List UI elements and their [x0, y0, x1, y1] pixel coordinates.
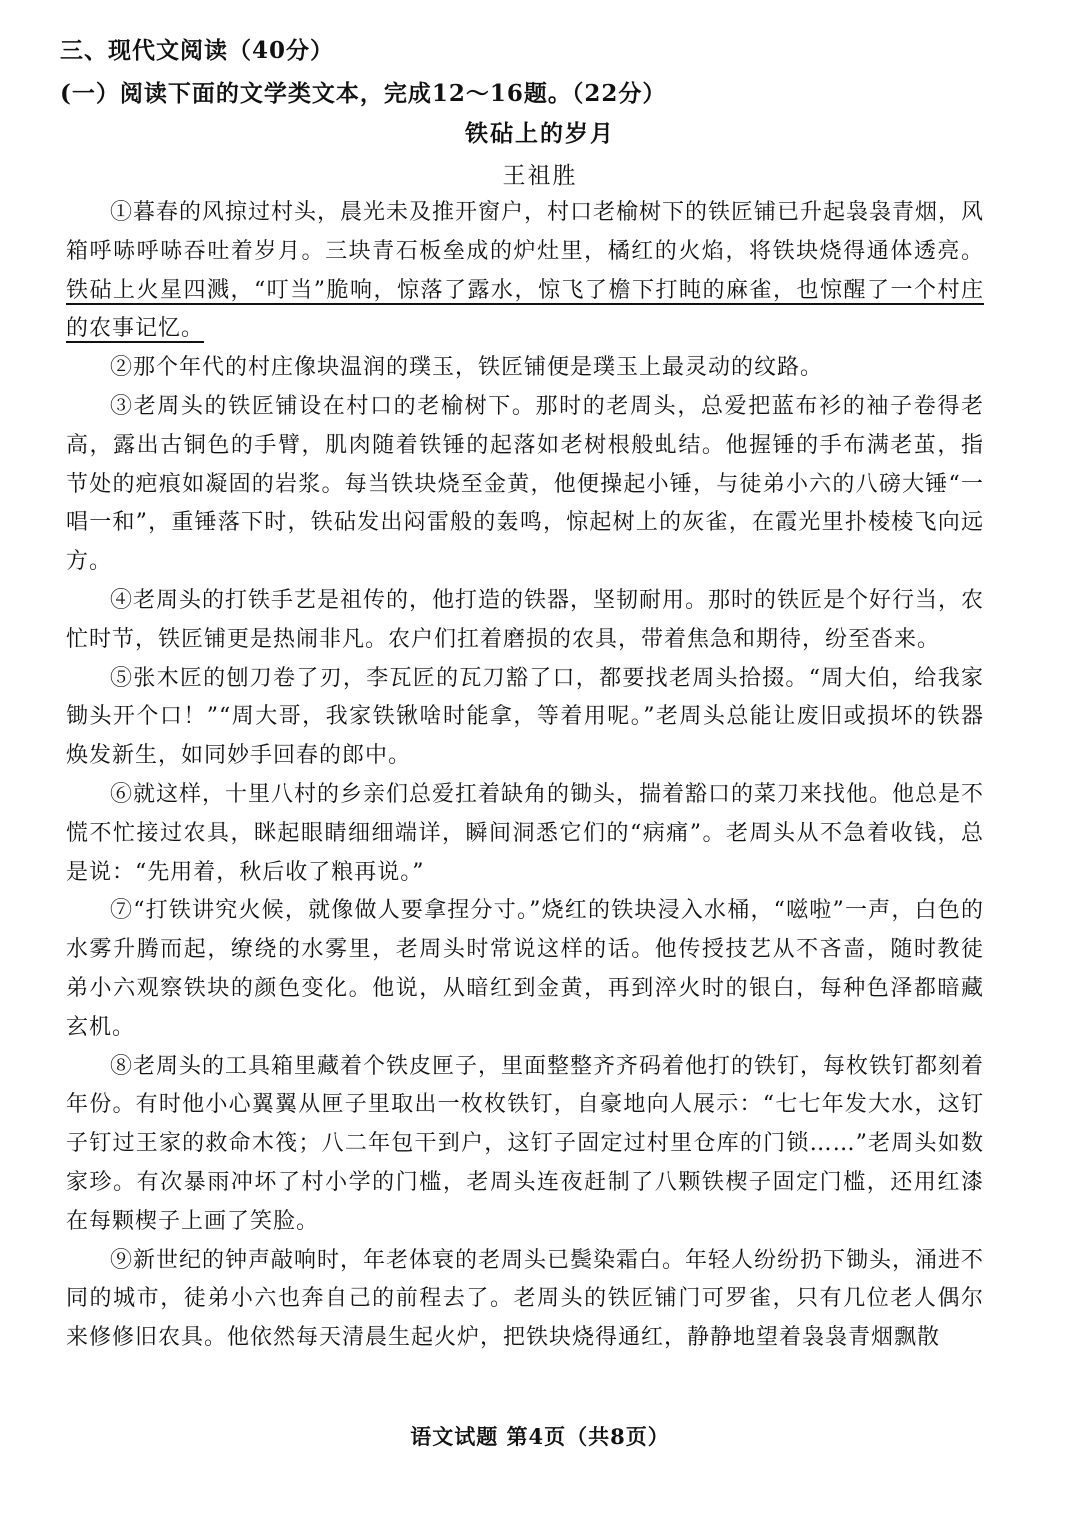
underlined-sentence: 铁砧上火星四溅，“叮当”脆响，惊落了露水，惊飞了檐下打盹的麻雀，也惊醒了一个村庄的农事记忆。 [66, 277, 984, 342]
paragraph-2: ②那个年代的村庄像块温润的璞玉，铁匠铺便是璞玉上最灵动的纹路。 [110, 355, 824, 381]
paragraph-4: ④老周头的打铁手艺是祖传的，他打造的铁器，坚韧耐用。那时的铁匠是个好行当，农忙时节，铁匠铺更是热闹非凡。农户们扛着磨损的农具，带着焦急和期待，纷至沓来。 [66, 587, 985, 652]
article-title: 铁砧上的岁月 [465, 120, 615, 147]
subsection-heading: (一）阅读下面的文学类文本，完成12～16题。（22分） [60, 80, 667, 107]
page-footer: 语文试题 第4页（共8页） [410, 1424, 670, 1449]
article-body [66, 194, 984, 1358]
paragraph-6: ⑥就这样，十里八村的乡亲们总爱扛着缺角的锄头，揣着豁口的菜刀来找他。他总是不慌不忙接过农具，眯起眼睛细细端详，瞬间洞悉它们的“病痛”。老周头从不急着收钱，总是说：“先用着，秋后收了粮再说。” [66, 781, 985, 885]
paragraph-7: ⑦“打铁讲究火候，就像做人要拿捏分寸。”烧红的铁块浸入水桶，“嗞啦”一声，白色的水雾升腾而起，缭绕的水雾里，老周头时常说这样的话。他传授技艺从不吝啬，随时教徒弟小六观察铁块的颜色变化。他说，从暗红到金黄，再到淬火时的银白，每种色泽都暗藏玄机。 [66, 898, 984, 1040]
paragraph-1 [66, 194, 984, 349]
section-heading: 三、现代文阅读（40分） [60, 37, 335, 64]
paragraph-1-text: ①暮春的风掠过村头，晨光未及推开窗户，村口老榆树下的铁匠铺已升起袅袅青烟，风箱呼哧呼哧吞吐着岁月。三块青石板垒成的炉灶里，橘红的火焰，将铁块烧得通体透亮。 [66, 200, 985, 264]
paragraph-9: ⑨新世纪的钟声敲响时，年老体衰的老周头已鬓染霜白。年轻人纷纷扔下锄头，涌进不同的城市，徒弟小六也奔自己的前程去了。老周头的铁匠铺门可罗雀，只有几位老人偶尔来修修旧农具。他依然每天清晨生起火炉，把铁块烧得通红，静静地望着袅袅青烟飘散 [66, 1247, 985, 1351]
paragraph-8: ⑧老周头的工具箱里藏着个铁皮匣子，里面整整齐齐码着他打的铁钉，每枚铁钉都刻着年份。有时他小心翼翼从匣子里取出一枚枚铁钉，自豪地向人展示：“七七年发大水，这钉子钉过王家的救命木筏；八二年包干到户，这钉子固定过村里仓库的门锁……”老周头如数家珍。有次暴雨冲坏了村小学的门槛，老周头连夜赶制了八颗铁楔子固定门槛，还用红漆在每颗楔子上画了笑脸。 [66, 1053, 985, 1234]
paragraph-3: ③老周头的铁匠铺设在村口的老榆树下。那时的老周头，总爱把蓝布衫的袖子卷得老高，露出古铜色的手臂，肌肉随着铁锤的起落如老树根般虬结。他握锤的手布满老茧，指节处的疤痕如凝固的岩浆。每当铁块烧至金黄，他便操起小锤，与徒弟小六的八磅大锤“一唱一和”，重锤落下时，铁砧发出闷雷般的轰鸣，惊起树上的灰雀，在霞光里扑棱棱飞向远方。 [66, 393, 984, 575]
paragraph-5: ⑤张木匠的刨刀卷了刃，李瓦匠的瓦刀豁了口，都要找老周头拾掇。“周大伯，给我家锄头开个口！”“周大哥，我家铁锹啥时能拿，等着用呢。”老周头总能让废旧或损坏的铁器焕发新生，如同妙手回春的郎中。 [66, 665, 984, 769]
article-author: 王祖胜 [502, 163, 578, 189]
